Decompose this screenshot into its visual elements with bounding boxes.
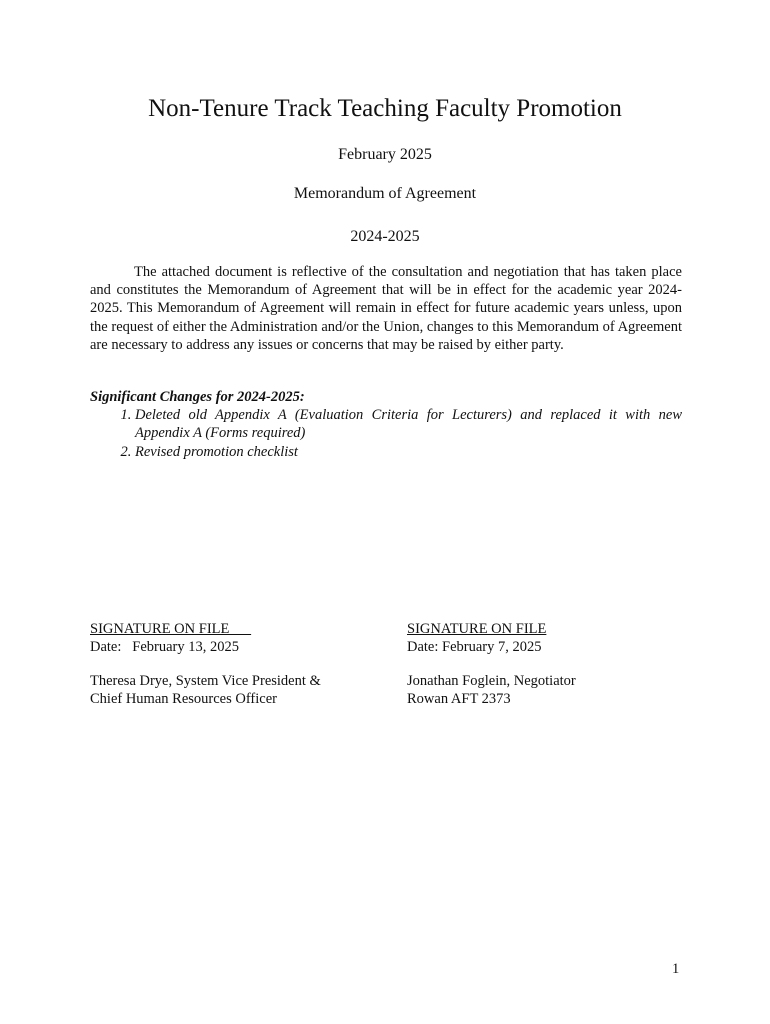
signature-date: Date: February 7, 2025 xyxy=(407,639,542,655)
signer-title: Chief Human Resources Officer xyxy=(90,691,277,707)
document-subtitle: Memorandum of Agreement xyxy=(293,185,477,202)
page-number: 1 xyxy=(672,961,680,977)
signature-block-right xyxy=(407,620,697,708)
document-title: Non-Tenure Track Teaching Faculty Promotion xyxy=(148,95,622,122)
signature-line: SIGNATURE ON FILE xyxy=(90,621,252,637)
signer-name: Jonathan Foglein, Negotiator xyxy=(407,673,576,689)
signer-name: Theresa Drye, System Vice President & xyxy=(90,673,321,689)
list-item: 2. Revised promotion checklist xyxy=(135,443,682,461)
signature-date: Date: February 13, 2025 xyxy=(90,639,239,655)
signer-title: Rowan AFT 2373 xyxy=(407,691,511,707)
intro-paragraph: The attached document is reflective of the consultation and negotiation that has taken place and constitutes the Memorandum of Agreement that will be in effect for the academic year 2024-2025. This Memorandum of Agreement will remain in effect for future academic years unless, upon the request of either the Administration and/or the Union, changes to this Memorandum of Agreement are necessary to address any issues or concerns that may be raised by either party. xyxy=(90,264,682,353)
changes-list xyxy=(90,406,682,461)
signature-line: SIGNATURE ON FILE xyxy=(407,621,547,637)
changes-heading: Significant Changes for 2024-2025: xyxy=(90,389,305,405)
list-item: 1. Deleted old Appendix A (Evaluation Criteria for Lecturers) and replaced it with new Appendix A (Forms required) xyxy=(135,406,682,442)
significant-changes xyxy=(90,388,682,461)
signature-block-left xyxy=(90,620,380,708)
academic-year: 2024-2025 xyxy=(350,228,420,245)
document-date: February 2025 xyxy=(338,146,432,163)
